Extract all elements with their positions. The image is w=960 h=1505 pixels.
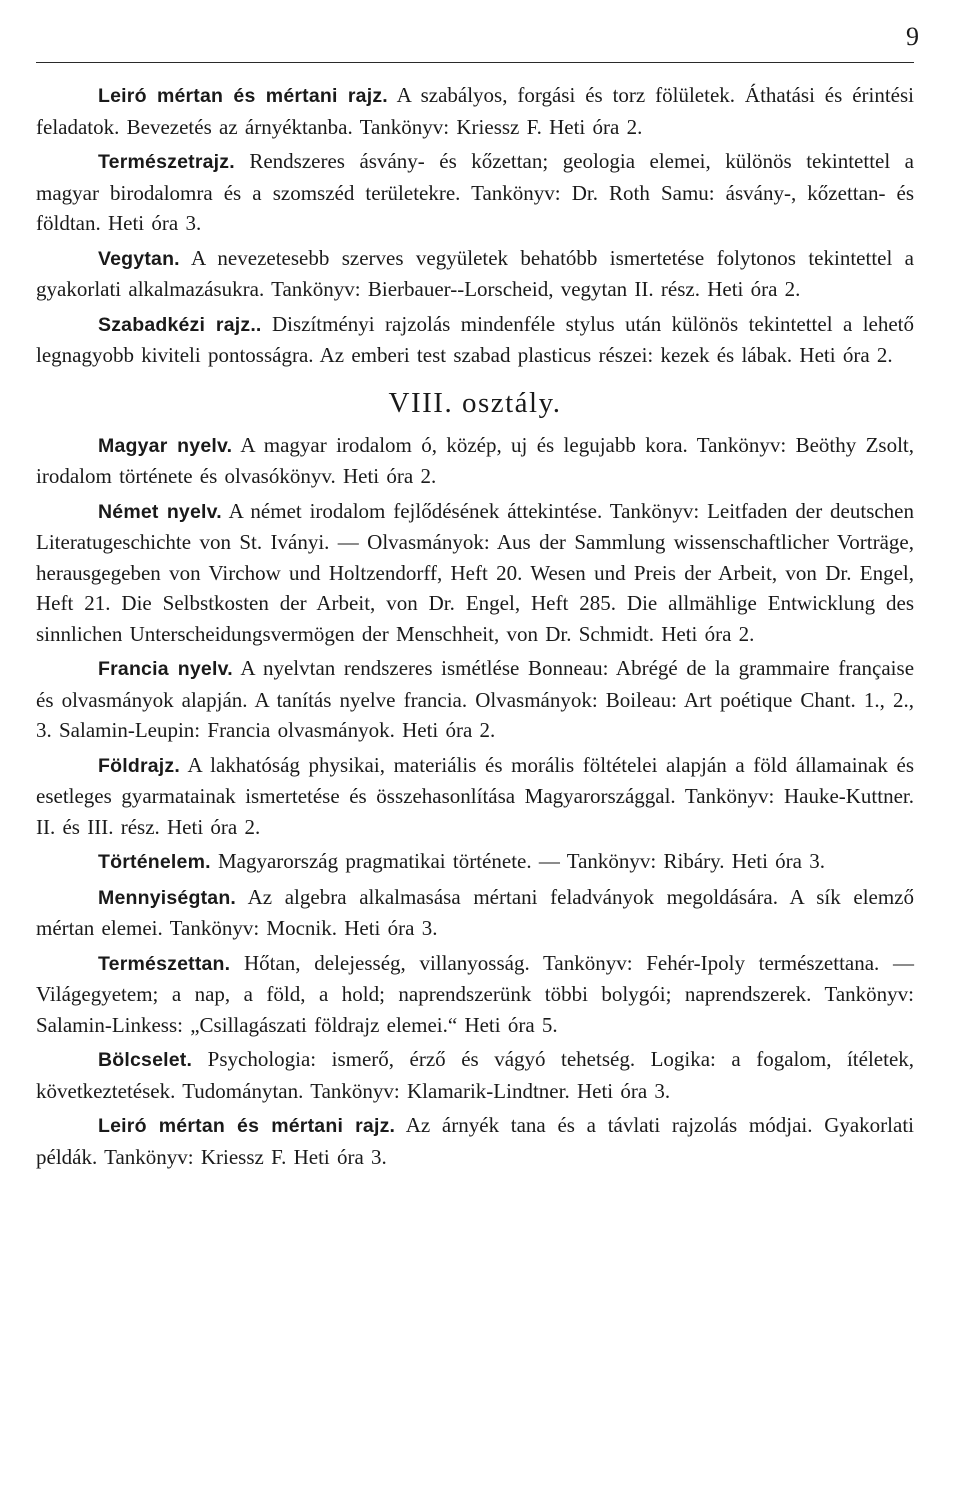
subject-paragraph: [36, 146, 914, 239]
subject-heading: Vegytan.: [98, 247, 180, 270]
subject-text: Diszítményi rajzolás mindenféle stylus után különös tekintettel a lehető legnagyobb kiviteli pontosságra. Az emberi test szabad plasticus részei: kezek és lábak. Heti óra 2.: [36, 311, 915, 367]
subject-text: Psychologia: ismerő, érző és vágyó tehetség. Logika: a fogalom, ítéletek, következtetések. Tudománytan. Tankönyv: Klamarik-Lindtner. Heti óra 3.: [36, 1047, 915, 1103]
subject-paragraph: [36, 430, 914, 492]
subject-heading: Természettan.: [98, 952, 231, 975]
subject-paragraph: [36, 653, 914, 746]
subject-text: Hőtan, delejesség, villanyosság. Tankönyv: Fehér-Ipoly természettana. — Világegyetem; a nap, a föld, a hold; naprendszerünk többi bolygói; naprendszerek. Tankönyv: Salamin-Linkess: „Csillagászati földrajz elemei.“ Heti óra 5.: [36, 950, 914, 1037]
subject-heading: Bölcselet.: [98, 1049, 193, 1071]
subject-paragraph: [36, 1110, 914, 1172]
subject-heading: Történelem.: [98, 851, 211, 873]
subject-paragraph: [36, 750, 914, 843]
subject-heading: Magyar nyelv.: [98, 434, 233, 457]
subject-text: A német irodalom fejlődésének áttekintése. Tankönyv: Leitfaden der deutschen Literatugeschichte von St. Iványi. — Olvasmányok: Aus der Sammlung wissenschaftlicher Vorträge, herausgegeben von Virchow und Holtzendorff, Heft 20. Wesen und Preis der Arbeit, von Dr. Engel, Heft 21. Die Selbstkosten der Arbeit, von Dr. Engel, Heft 285. Die allmählige Entwicklung des sinnlichen Unterscheidungsvermögen der Menschheit, von Dr. Schmidt. Heti óra 2.: [36, 498, 915, 646]
subject-heading: Mennyiségtan.: [98, 886, 237, 909]
subject-heading: Szabadkézi rajz..: [98, 313, 262, 336]
subject-paragraph: [36, 1044, 914, 1106]
subject-paragraph: [36, 309, 914, 371]
subject-heading: Francia nyelv.: [98, 658, 233, 680]
sections-after: [36, 430, 914, 1173]
subject-text: Magyarország pragmatikai története. — Tankönyv: Ribáry. Heti óra 3.: [217, 849, 825, 873]
subject-heading: Földrajz.: [98, 754, 180, 777]
subject-heading: Leiró mértan és mértani rajz.: [98, 1115, 396, 1137]
subject-text: A nevezetesebb szerves vegyületek behatóbb ismertetése folytonos tekintettel a gyakorlati alkalmazásukra. Tankönyv: Bierbauer--Lorscheid, vegytan II. rész. Heti óra 2.: [36, 245, 915, 301]
subject-text: A szabályos, forgási és torz fölületek. Áthatási és érintési feladatok. Bevezetés az árnyéktanba. Tankönyv: Kriessz F. Heti óra 2.: [36, 83, 915, 139]
subject-heading: Leiró mértan és mértani rajz.: [98, 85, 388, 107]
subject-paragraph: [36, 80, 914, 142]
subject-paragraph: [36, 846, 914, 878]
subject-text: A magyar irodalom ó, közép, uj és legujabb kora. Tankönyv: Beöthy Zsolt, irodalom története és olvasókönyv. Heti óra 2.: [36, 432, 915, 488]
subject-text: Az árnyék tana és a távlati rajzolás módjai. Gyakorlati példák. Tankönyv: Kriessz F. Heti óra 3.: [36, 1113, 914, 1169]
sections-before: [36, 80, 914, 371]
subject-text: Az algebra alkalmasása mértani feladványok megoldására. A sík elemző mértan elemei. Tankönyv: Mocnik. Heti óra 3.: [36, 884, 915, 940]
subject-heading: Német nyelv.: [98, 500, 222, 523]
subject-paragraph: [36, 243, 914, 305]
subject-paragraph: [36, 496, 914, 650]
page-content: [36, 80, 914, 1176]
subject-paragraph: [36, 948, 914, 1041]
subject-paragraph: [36, 882, 914, 944]
subject-text: A lakhatóság physikai, materiális és morális föltételei alapján a föld államainak és esetleges gyarmatainak ismertetése és összehasonlítása Magyarországgal. Tankönyv: Hauke-Kuttner. II. és III. rész. Heti óra 2.: [36, 752, 915, 839]
page-number: 9: [906, 22, 920, 51]
subject-heading: Természetrajz.: [98, 151, 235, 173]
subject-text: A nyelvtan rendszeres ismétlése Bonneau: Abrégé de la grammaire française és olvasmányok alapján. A tanítás nyelve francia. Olvasmányok: Boileau: Art poétique Chant. 1., 2., 3. Salamin-Leupin: Francia olvasmányok. Heti óra 2.: [36, 656, 915, 742]
class-title: VIII. osztály.: [388, 386, 562, 419]
subject-text: Rendszeres ásvány- és kőzettan; geologia elemei, különös tekintettel a magyar birodalomra és a szomszéd területekre. Tankönyv: Dr. Roth Samu: ásvány-, kőzettan- és földtan. Heti óra 3.: [36, 149, 915, 235]
header-rule: [36, 62, 914, 63]
